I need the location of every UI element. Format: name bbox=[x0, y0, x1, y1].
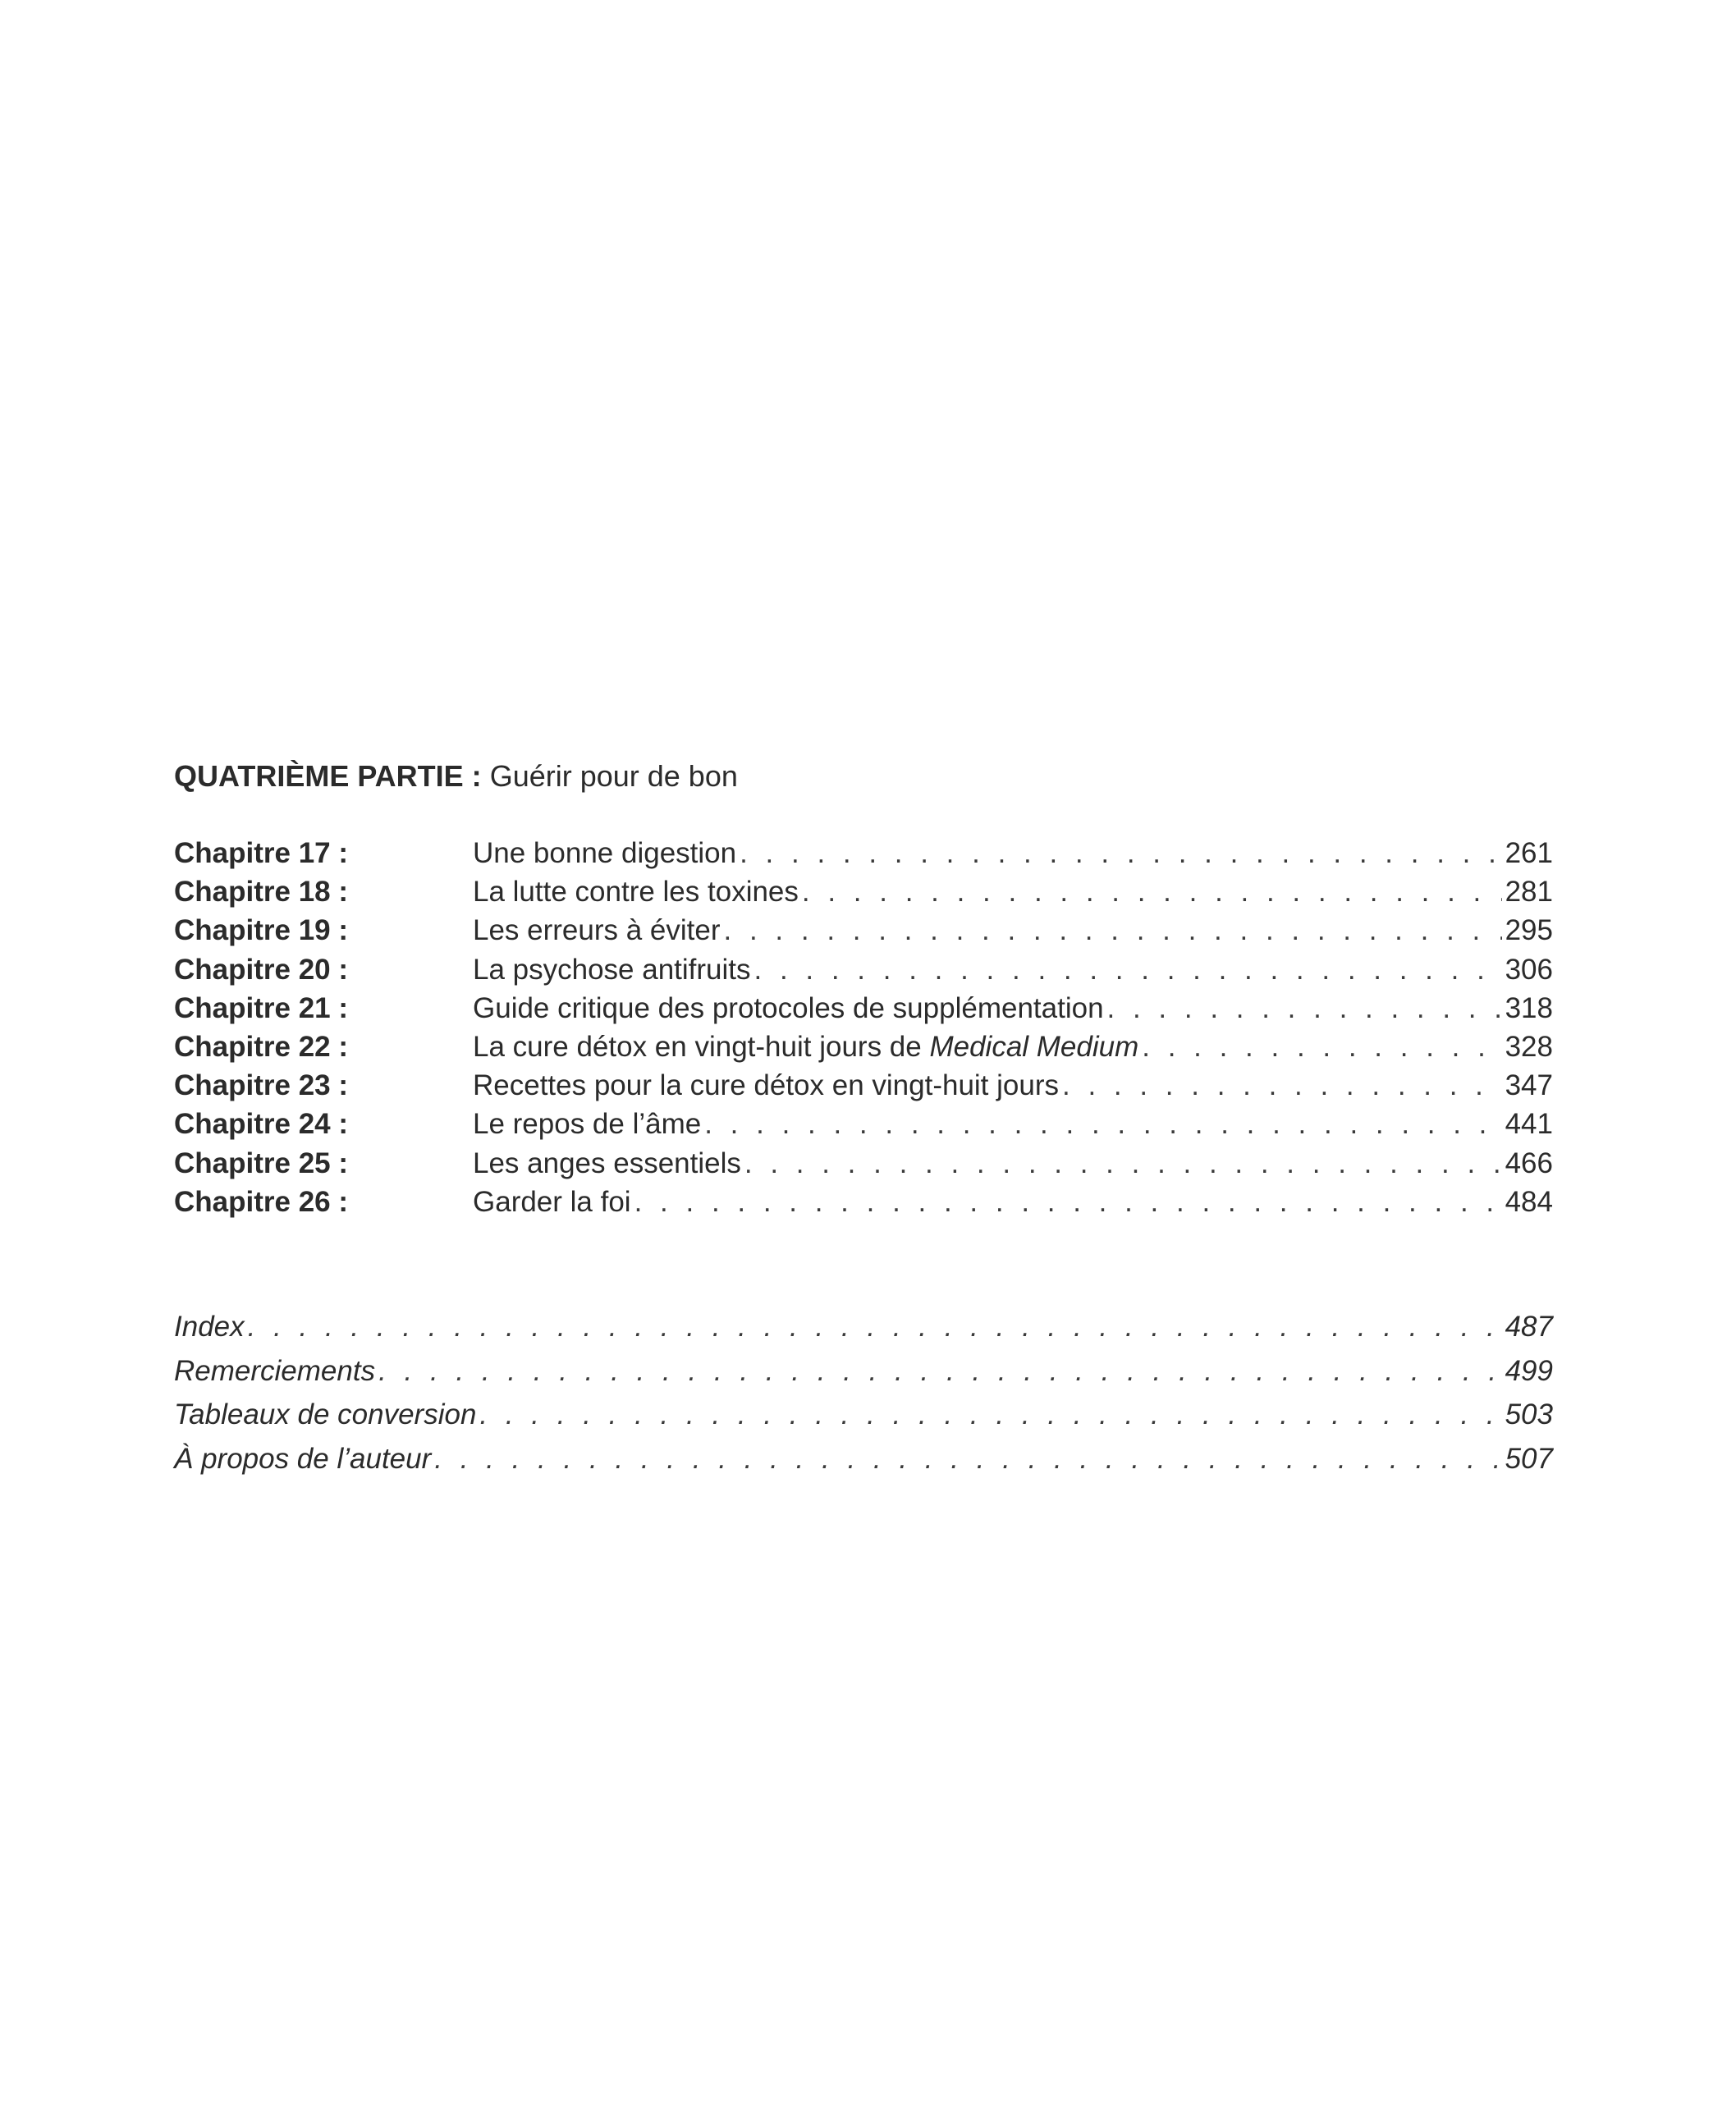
dot-leader bbox=[634, 1183, 1502, 1221]
chapter-title: Les erreurs à éviter bbox=[473, 914, 721, 947]
chapter-title: Guide critique des protocoles de supplémentation bbox=[473, 991, 1104, 1024]
chapter-title: Recettes pour la cure détox en vingt-huit jours bbox=[473, 1069, 1059, 1102]
page-number: 441 bbox=[1505, 1108, 1553, 1141]
chapter-label: Chapitre 25 : bbox=[174, 1147, 348, 1179]
chapter-title: Une bonne digestion bbox=[473, 837, 737, 869]
chapter-label: Chapitre 20 : bbox=[174, 953, 348, 986]
toc-row-chapter-18[interactable] bbox=[174, 872, 1553, 911]
dot-leader bbox=[724, 911, 1502, 950]
chapter-label: Chapitre 19 : bbox=[174, 914, 348, 947]
page-number: 487 bbox=[1505, 1311, 1553, 1343]
toc-row-remerciements[interactable] bbox=[174, 1349, 1553, 1394]
back-matter-title: Index bbox=[174, 1311, 245, 1343]
chapter-label: Chapitre 24 : bbox=[174, 1108, 348, 1141]
page-number: 318 bbox=[1505, 991, 1553, 1024]
page-number: 328 bbox=[1505, 1030, 1553, 1063]
dot-leader bbox=[378, 1349, 1502, 1393]
part-heading bbox=[174, 757, 738, 796]
back-matter-list bbox=[174, 1305, 1553, 1481]
toc-row-chapter-21[interactable] bbox=[174, 989, 1553, 1028]
dot-leader bbox=[740, 834, 1502, 872]
page-number: 503 bbox=[1505, 1398, 1553, 1430]
toc-row-chapter-24[interactable] bbox=[174, 1105, 1553, 1143]
chapter-label: Chapitre 18 : bbox=[174, 876, 348, 909]
dot-leader bbox=[704, 1105, 1501, 1143]
page-number: 306 bbox=[1505, 953, 1553, 986]
toc-row-a-propos-de-l-auteur[interactable] bbox=[174, 1437, 1553, 1481]
chapter-title: Garder la foi bbox=[473, 1185, 631, 1218]
page-number: 466 bbox=[1505, 1147, 1553, 1179]
chapter-title: La psychose antifruits bbox=[473, 953, 751, 986]
page-number: 499 bbox=[1505, 1354, 1553, 1387]
chapter-label: Chapitre 17 : bbox=[174, 837, 348, 869]
part-title: Guérir pour de bon bbox=[489, 759, 738, 793]
chapter-label: Chapitre 21 : bbox=[174, 991, 348, 1024]
part-label: QUATRIÈME PARTIE : bbox=[174, 759, 482, 793]
dot-leader bbox=[248, 1305, 1502, 1348]
dot-leader bbox=[744, 1144, 1502, 1183]
page-number: 507 bbox=[1505, 1442, 1553, 1475]
toc-row-chapter-23[interactable] bbox=[174, 1066, 1553, 1105]
dot-leader bbox=[802, 872, 1502, 911]
chapter-title: La lutte contre les toxines bbox=[473, 876, 799, 909]
chapter-label: Chapitre 22 : bbox=[174, 1030, 348, 1063]
toc-row-chapter-26[interactable] bbox=[174, 1183, 1553, 1221]
toc-row-chapter-20[interactable] bbox=[174, 950, 1553, 989]
page-number: 295 bbox=[1505, 914, 1553, 947]
dot-leader bbox=[1107, 989, 1502, 1028]
toc-row-chapter-22[interactable] bbox=[174, 1028, 1553, 1066]
page-number: 261 bbox=[1505, 837, 1553, 869]
chapter-title: Les anges essentiels bbox=[473, 1147, 741, 1179]
back-matter-title: Remerciements bbox=[174, 1354, 376, 1387]
chapter-list bbox=[174, 834, 1553, 1221]
page-number: 281 bbox=[1505, 876, 1553, 909]
toc-row-chapter-25[interactable] bbox=[174, 1144, 1553, 1183]
chapter-title: Le repos de l’âme bbox=[473, 1108, 702, 1141]
chapter-title: La cure détox en vingt-huit jours de Medical Medium bbox=[473, 1030, 1139, 1063]
toc-row-tableaux-de-conversion[interactable] bbox=[174, 1393, 1553, 1437]
toc-row-chapter-17[interactable] bbox=[174, 834, 1553, 872]
dot-leader bbox=[479, 1393, 1501, 1436]
back-matter-title: À propos de l’auteur bbox=[174, 1442, 432, 1475]
chapter-label: Chapitre 23 : bbox=[174, 1069, 348, 1102]
toc-row-chapter-19[interactable] bbox=[174, 911, 1553, 950]
dot-leader bbox=[434, 1437, 1501, 1481]
dot-leader bbox=[754, 950, 1502, 989]
page-number: 484 bbox=[1505, 1185, 1553, 1218]
chapter-label: Chapitre 26 : bbox=[174, 1185, 348, 1218]
page-number: 347 bbox=[1505, 1069, 1553, 1102]
dot-leader bbox=[1062, 1066, 1502, 1105]
back-matter-title: Tableaux de conversion bbox=[174, 1398, 477, 1430]
dot-leader bbox=[1142, 1028, 1501, 1066]
toc-row-index[interactable] bbox=[174, 1305, 1553, 1349]
